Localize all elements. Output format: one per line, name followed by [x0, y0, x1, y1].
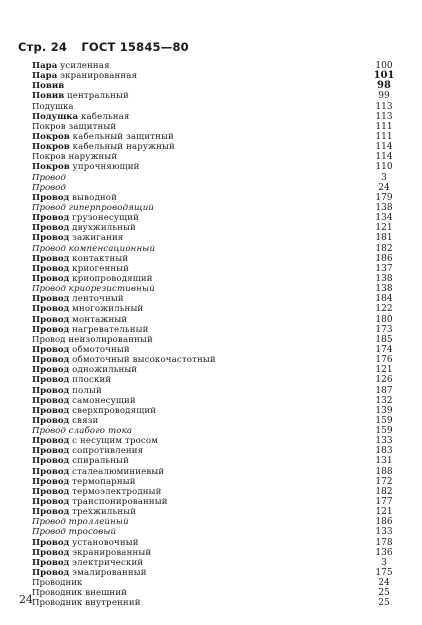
term-qualifier: монтажный — [69, 314, 128, 325]
index-entry — [32, 325, 404, 335]
term-reference-number: 3 — [381, 172, 387, 183]
term-qualifier: термоэлектродный — [69, 486, 162, 497]
index-term — [32, 193, 117, 203]
term-qualifier: зажигания — [69, 233, 124, 244]
term-qualifier: спиральный — [69, 456, 130, 467]
term-qualifier: тросовый — [65, 527, 117, 538]
term-keyword: Повив — [32, 81, 65, 92]
term-keyword: Провод — [32, 507, 70, 518]
term-keyword: Провод — [32, 375, 70, 386]
term-qualifier: полый — [69, 385, 102, 396]
index-term — [32, 568, 147, 578]
term-qualifier: обмоточный высокочастотный — [69, 355, 216, 366]
index-entry — [32, 122, 404, 132]
term-reference-number: 178 — [375, 537, 393, 548]
term-keyword: Провод — [32, 426, 66, 437]
term-keyword: Провод — [32, 355, 70, 366]
term-qualifier: сталеалюминиевый — [69, 466, 165, 477]
index-term — [32, 173, 66, 183]
term-keyword: Провод — [32, 456, 70, 467]
term-keyword: Провод — [32, 243, 66, 254]
term-qualifier: установочный — [69, 537, 139, 548]
term-keyword: Провод — [32, 385, 70, 396]
term-qualifier: контактный — [69, 253, 129, 264]
index-entry — [32, 446, 404, 456]
term-keyword: Провод — [32, 466, 70, 477]
term-reference-number: 139 — [375, 405, 393, 416]
term-reference-number: 173 — [375, 324, 393, 335]
term-qualifier: эмалированный — [69, 568, 147, 579]
term-qualifier: кабельный защитный — [69, 131, 174, 142]
term-keyword: Провод — [32, 537, 70, 548]
index-term — [32, 122, 116, 132]
index-term — [32, 497, 168, 507]
index-entry — [32, 223, 404, 233]
term-keyword: Пара — [32, 61, 58, 71]
term-index-list — [32, 61, 404, 609]
index-entry — [32, 284, 404, 294]
index-entry — [32, 203, 404, 213]
index-term — [32, 203, 154, 213]
index-term — [32, 304, 143, 314]
index-term — [32, 598, 141, 608]
term-reference-number: 159 — [375, 415, 393, 426]
term-keyword: Провод — [32, 568, 70, 579]
index-term — [32, 244, 155, 254]
term-reference-number: 121 — [375, 365, 393, 376]
term-reference-number: 179 — [375, 192, 393, 203]
term-keyword: Покров — [32, 162, 70, 173]
term-reference-number: 3 — [381, 557, 387, 568]
term-reference-number: 25 — [378, 598, 390, 609]
term-reference-number: 100 — [375, 61, 393, 71]
term-reference-number: 132 — [375, 395, 393, 406]
term-reference-number: 185 — [375, 334, 393, 345]
term-qualifier: сопротивления — [69, 446, 144, 457]
term-reference-number: 121 — [375, 507, 393, 518]
term-qualifier: с несущим тросом — [69, 436, 159, 447]
index-term — [32, 132, 174, 142]
term-reference-number: 122 — [375, 304, 393, 315]
index-entry — [32, 183, 404, 193]
term-reference-number: 138 — [375, 202, 393, 213]
index-term — [32, 396, 136, 406]
page-header — [18, 40, 189, 54]
term-reference-number: 110 — [375, 162, 393, 173]
term-reference-number: 111 — [375, 121, 393, 132]
term-reference-number: 175 — [375, 568, 393, 579]
index-term — [32, 517, 129, 527]
term-keyword: Провод — [32, 547, 70, 558]
term-keyword: Провод — [32, 314, 70, 325]
index-entry — [32, 132, 404, 142]
term-reference-number: 138 — [375, 273, 393, 284]
term-reference-number: 133 — [375, 527, 393, 538]
index-term — [32, 102, 74, 112]
index-entry — [32, 233, 404, 243]
term-qualifier: упрочняющий — [69, 162, 140, 173]
term-keyword: Подушка — [32, 101, 74, 112]
index-entry — [32, 456, 404, 466]
term-keyword: Провод — [32, 233, 70, 244]
index-term — [32, 274, 153, 284]
term-qualifier: защитный — [65, 121, 117, 132]
term-qualifier: плоский — [69, 375, 112, 386]
term-reference-number: 187 — [375, 385, 393, 396]
term-qualifier: криорезистивный — [65, 284, 155, 295]
term-qualifier: неизолированный — [65, 334, 153, 345]
term-reference-number: 186 — [375, 253, 393, 264]
term-keyword: Провод — [32, 517, 66, 528]
term-keyword: Покров — [32, 131, 70, 142]
index-entry — [32, 467, 404, 477]
term-reference-number: 99 — [378, 91, 390, 102]
term-reference-number: 98 — [377, 80, 391, 92]
term-reference-number: 182 — [375, 243, 393, 254]
index-entry — [32, 335, 404, 345]
term-qualifier: кабельный наружный — [69, 142, 175, 153]
term-reference-number: 126 — [375, 375, 393, 386]
term-reference-number: 181 — [375, 233, 393, 244]
term-reference-number: 114 — [375, 152, 393, 163]
term-keyword: Провод — [32, 284, 66, 295]
term-qualifier: термопарный — [69, 476, 136, 487]
term-keyword: Покров — [32, 142, 70, 153]
term-reference-number: 183 — [375, 446, 393, 457]
index-term — [32, 315, 127, 325]
index-term — [32, 213, 139, 223]
index-entry — [32, 416, 404, 426]
index-term — [32, 467, 164, 477]
term-qualifier: экранированная — [57, 71, 138, 82]
index-entry — [32, 112, 404, 122]
term-keyword: Провод — [32, 273, 70, 284]
term-qualifier: экранированный — [69, 547, 152, 558]
term-reference-number: 111 — [375, 131, 393, 142]
index-term — [32, 345, 130, 355]
term-keyword: Пара — [32, 71, 58, 82]
index-term — [32, 538, 139, 548]
index-term — [32, 264, 129, 274]
term-reference-number: 24 — [378, 182, 390, 193]
index-term — [32, 284, 155, 294]
term-qualifier: двухжильный — [69, 223, 136, 234]
index-entry — [32, 538, 404, 548]
index-term — [32, 406, 156, 416]
term-qualifier: криопроводящий — [69, 273, 153, 284]
index-entry — [32, 517, 404, 527]
term-keyword: Провод — [32, 476, 70, 487]
index-term — [32, 294, 124, 304]
term-keyword: Покров — [32, 152, 66, 163]
term-reference-number: 131 — [375, 456, 393, 467]
index-term — [32, 578, 82, 588]
index-entry — [32, 294, 404, 304]
term-keyword: Проводник — [32, 588, 83, 599]
index-term — [32, 355, 216, 365]
index-term — [32, 416, 98, 426]
term-reference-number: 138 — [375, 284, 393, 295]
term-qualifier: многожильный — [69, 304, 144, 315]
index-term — [32, 386, 102, 396]
standard-designation: ГОСТ 15845—80 — [81, 40, 189, 54]
term-keyword: Провод — [32, 446, 70, 457]
index-entry — [32, 386, 404, 396]
term-reference-number: 24 — [378, 578, 390, 589]
term-keyword: Провод — [32, 304, 70, 315]
index-entry — [32, 173, 404, 183]
term-qualifier: связи — [69, 415, 99, 426]
term-reference-number: 113 — [375, 111, 393, 122]
index-term — [32, 91, 129, 101]
index-entry — [32, 477, 404, 487]
index-entry — [32, 254, 404, 264]
index-term — [32, 588, 127, 598]
term-keyword: Провод — [32, 436, 70, 447]
index-entry — [32, 152, 404, 162]
term-keyword: Покров — [32, 121, 66, 132]
term-qualifier: криогенный — [69, 263, 130, 274]
term-qualifier: центральный — [64, 91, 129, 102]
index-entry — [32, 548, 404, 558]
index-entry — [32, 578, 404, 588]
term-reference-number: 172 — [375, 476, 393, 487]
term-keyword: Провод — [32, 294, 70, 305]
index-entry — [32, 436, 404, 446]
index-term — [32, 254, 128, 264]
index-entry — [32, 81, 404, 91]
index-entry — [32, 568, 404, 578]
index-entry — [32, 487, 404, 497]
term-qualifier: усиленная — [57, 61, 110, 71]
index-entry — [32, 507, 404, 517]
term-keyword: Провод — [32, 213, 70, 224]
index-entry — [32, 426, 404, 436]
index-entry — [32, 71, 404, 81]
term-keyword: Провод — [32, 182, 66, 193]
index-entry — [32, 91, 404, 101]
term-keyword: Проводник — [32, 578, 83, 589]
term-keyword: Провод — [32, 172, 66, 183]
index-entry — [32, 304, 404, 314]
index-entry — [32, 193, 404, 203]
index-term — [32, 487, 162, 497]
index-term — [32, 81, 64, 91]
page-label: Стр. 24 — [18, 40, 68, 54]
index-entry — [32, 213, 404, 223]
index-term — [32, 112, 130, 122]
index-term — [32, 233, 123, 243]
term-reference-number: 136 — [375, 547, 393, 558]
index-term — [32, 477, 136, 487]
term-reference-number: 113 — [375, 101, 393, 112]
term-qualifier: трехжильный — [69, 507, 137, 518]
term-reference-number: 174 — [375, 344, 393, 355]
index-entry — [32, 162, 404, 172]
index-term — [32, 61, 110, 71]
term-qualifier: слабого тока — [65, 426, 133, 437]
term-qualifier: электрический — [69, 557, 144, 568]
term-reference-number: 25 — [378, 588, 390, 599]
term-keyword: Провод — [32, 344, 70, 355]
term-reference-number: 176 — [375, 355, 393, 366]
term-qualifier: кабельная — [78, 111, 130, 122]
index-entry — [32, 406, 404, 416]
index-entry — [32, 365, 404, 375]
term-keyword: Провод — [32, 486, 70, 497]
index-entry — [32, 142, 404, 152]
term-qualifier: обмоточный — [69, 344, 130, 355]
term-reference-number: 114 — [375, 142, 393, 153]
term-qualifier: выводной — [69, 192, 117, 203]
index-entry — [32, 588, 404, 598]
index-entry — [32, 527, 404, 537]
term-reference-number: 133 — [375, 436, 393, 447]
page-number: 24 — [19, 593, 33, 606]
term-keyword: Провод — [32, 395, 70, 406]
term-keyword: Провод — [32, 263, 70, 274]
index-entry — [32, 558, 404, 568]
term-qualifier: грузонесущий — [69, 213, 140, 224]
term-reference-number: 188 — [375, 466, 393, 477]
index-entry — [32, 345, 404, 355]
term-qualifier: внешний — [82, 588, 128, 599]
term-keyword: Провод — [32, 202, 66, 213]
index-entry — [32, 598, 404, 608]
term-keyword: Провод — [32, 405, 70, 416]
index-term — [32, 527, 116, 537]
term-reference-number: 159 — [375, 426, 393, 437]
term-reference-number: 177 — [375, 497, 393, 508]
term-qualifier: ленточный — [69, 294, 124, 305]
term-keyword: Проводник — [32, 598, 83, 609]
index-entry — [32, 244, 404, 254]
index-term — [32, 446, 143, 456]
term-keyword: Провод — [32, 192, 70, 203]
index-term — [32, 426, 132, 436]
index-term — [32, 507, 136, 517]
index-entry — [32, 315, 404, 325]
term-qualifier: компенсационный — [65, 243, 156, 254]
term-keyword: Провод — [32, 253, 70, 264]
index-term — [32, 325, 148, 335]
index-term — [32, 375, 111, 385]
term-keyword: Подушка — [32, 111, 79, 122]
index-entry — [32, 396, 404, 406]
term-keyword: Провод — [32, 365, 70, 376]
index-entry — [32, 355, 404, 365]
term-keyword: Провод — [32, 324, 70, 335]
term-reference-number: 182 — [375, 486, 393, 497]
index-term — [32, 142, 175, 152]
term-reference-number: 137 — [375, 263, 393, 274]
index-entry — [32, 497, 404, 507]
term-qualifier: сверхпроводящий — [69, 405, 157, 416]
term-reference-number: 186 — [375, 517, 393, 528]
index-term — [32, 162, 140, 172]
index-term — [32, 548, 151, 558]
index-term — [32, 456, 129, 466]
term-keyword: Провод — [32, 557, 70, 568]
index-term — [32, 183, 66, 193]
term-reference-number: 184 — [375, 294, 393, 305]
term-qualifier: нагревательный — [69, 324, 149, 335]
term-qualifier: одножильный — [69, 365, 138, 376]
term-reference-number: 180 — [375, 314, 393, 325]
index-term — [32, 152, 117, 162]
term-reference-number: 101 — [373, 70, 395, 82]
term-keyword: Провод — [32, 415, 70, 426]
index-entry — [32, 102, 404, 112]
index-term — [32, 223, 136, 233]
term-qualifier: транспонированный — [69, 497, 168, 508]
term-qualifier: самонесущий — [69, 395, 136, 406]
index-term — [32, 335, 153, 345]
term-qualifier: гиперпроводящий — [65, 202, 155, 213]
term-reference-number: 134 — [375, 213, 393, 224]
term-qualifier: внутренний — [82, 598, 141, 609]
term-reference-number: 121 — [375, 223, 393, 234]
index-term — [32, 365, 137, 375]
term-qualifier: троллейный — [65, 517, 129, 528]
index-term — [32, 558, 143, 568]
index-entry — [32, 274, 404, 284]
index-entry — [32, 61, 404, 71]
index-term — [32, 436, 158, 446]
term-keyword: Провод — [32, 334, 66, 345]
term-keyword: Провод — [32, 527, 66, 538]
term-keyword: Повив — [32, 91, 65, 102]
index-entry — [32, 264, 404, 274]
term-keyword: Провод — [32, 223, 70, 234]
index-term — [32, 71, 137, 81]
index-entry — [32, 375, 404, 385]
term-qualifier: наружный — [65, 152, 118, 163]
term-keyword: Провод — [32, 497, 70, 508]
